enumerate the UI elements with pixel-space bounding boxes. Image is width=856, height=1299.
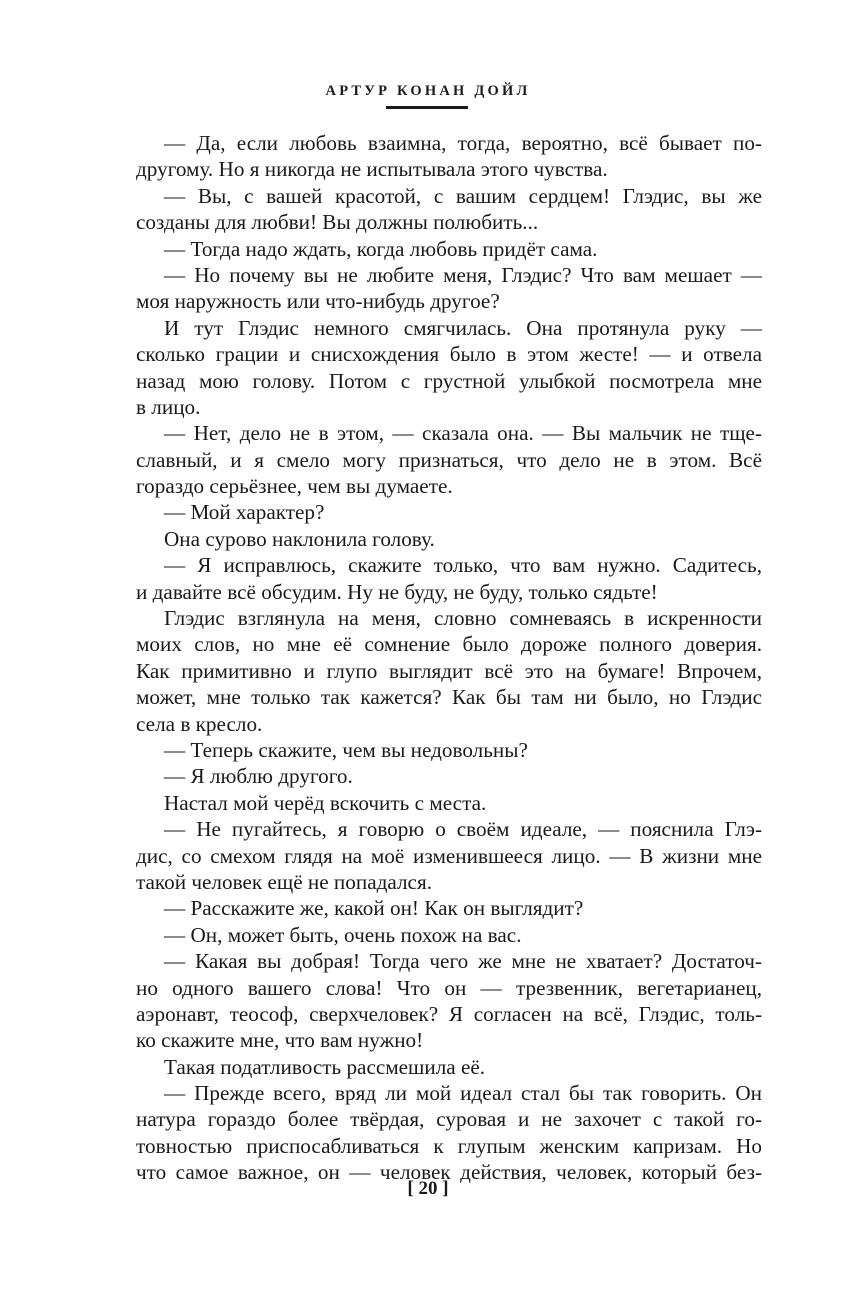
text-line: и давайте всё обсудим. Ну не буду, не буду, только сядьте! — [136, 579, 658, 604]
text-line: натура гораздо более твёрдая, суровая и не захочет с такой го- — [136, 1107, 762, 1132]
text-line: села в кресло. — [136, 711, 263, 736]
text-line: — Он, может быть, очень похож на вас. — [164, 922, 522, 947]
text-line: созданы для любви! Вы должны полюбить... — [136, 210, 539, 235]
running-header — [0, 82, 856, 100]
text-line: — Прежде всего, вряд ли мой идеал стал бы так говорить. Он — [164, 1081, 762, 1106]
text-line: аэронавт, теософ, сверхчеловек? Я согласен на всё, Глэдис, толь- — [136, 1001, 762, 1026]
text-line: моих слов, но мне её сомнение было дороже полного доверия. — [136, 632, 762, 657]
text-line: — Теперь скажите, чем вы недовольны? — [164, 737, 528, 762]
text-line: что самое важное, он — человек действия, человек, который без- — [136, 1160, 762, 1185]
text-line: — Я люблю другого. — [164, 764, 353, 789]
text-line: Такая податливость рассмешила её. — [164, 1054, 486, 1079]
text-line: дис, со смехом глядя на моё изменившееся лицо. — В жизни мне — [136, 843, 762, 868]
page-number: [ 20 ] — [407, 1178, 449, 1199]
text-line: но одного вашего слова! Что он — трезвенник, вегетарианец, — [136, 975, 762, 1000]
text-line: — Но почему вы не любите меня, Глэдис? Что вам мешает — — [164, 262, 762, 287]
page-body-text — [136, 130, 762, 1186]
text-line: сколько грации и снисхождения было в этом жесте! — и отвела — [136, 342, 762, 367]
text-line: ко скажите мне, что вам нужно! — [136, 1028, 424, 1053]
text-line: — Я исправлюсь, скажите только, что вам нужно. Садитесь, — [164, 553, 762, 578]
text-line: другому. Но я никогда не испытывала этого чувства. — [136, 157, 608, 182]
text-line: моя наружность или что-нибудь другое? — [136, 289, 500, 314]
text-line: такой человек ещё не попадался. — [136, 869, 432, 894]
text-line: — Нет, дело не в этом, — сказала она. — Вы мальчик не тще- — [164, 421, 762, 446]
text-line: Глэдис взглянула на меня, словно сомневаясь в искренности — [164, 606, 762, 631]
text-line: — Вы, с вашей красотой, с вашим сердцем! Глэдис, вы же — [164, 183, 762, 208]
text-line: Как примитивно и глупо выглядит всё это на бумаге! Впрочем, — [136, 658, 762, 683]
text-line: — Да, если любовь взаимна, тогда, вероятно, всё бывает по- — [164, 131, 762, 155]
text-line: Настал мой черёд вскочить с места. — [164, 790, 487, 815]
text-line: Она сурово наклонила голову. — [164, 526, 435, 551]
text-line: гораздо серьёзнее, чем вы думаете. — [136, 474, 453, 499]
text-line: — Расскажите же, какой он! Как он выглядит? — [164, 896, 584, 921]
text-line: И тут Глэдис немного смягчилась. Она протянула руку — — [164, 315, 762, 340]
text-line: славный, и я смело могу признаться, что дело не в этом. Всё — [136, 447, 762, 472]
text-line: может, мне только так кажется? Как бы там ни было, но Глэдис — [136, 685, 762, 710]
text-line: — Мой характер? — [164, 500, 325, 525]
header-rule — [386, 106, 468, 109]
text-line: — Какая вы добрая! Тогда чего же мне не хватает? Достаточ- — [164, 949, 762, 974]
text-line: в лицо. — [136, 394, 201, 419]
text-line: товностью приспосабливаться к глупым женским капризам. Но — [136, 1133, 762, 1158]
text-line: — Не пугайтесь, я говорю о своём идеале, — пояснила Глэ- — [164, 817, 762, 842]
running-title: АРТУР КОНАН ДОЙЛ — [325, 83, 531, 99]
text-line: назад мою голову. Потом с грустной улыбкой посмотрела мне — [136, 368, 762, 393]
text-line: — Тогда надо ждать, когда любовь придёт сама. — [164, 236, 598, 261]
